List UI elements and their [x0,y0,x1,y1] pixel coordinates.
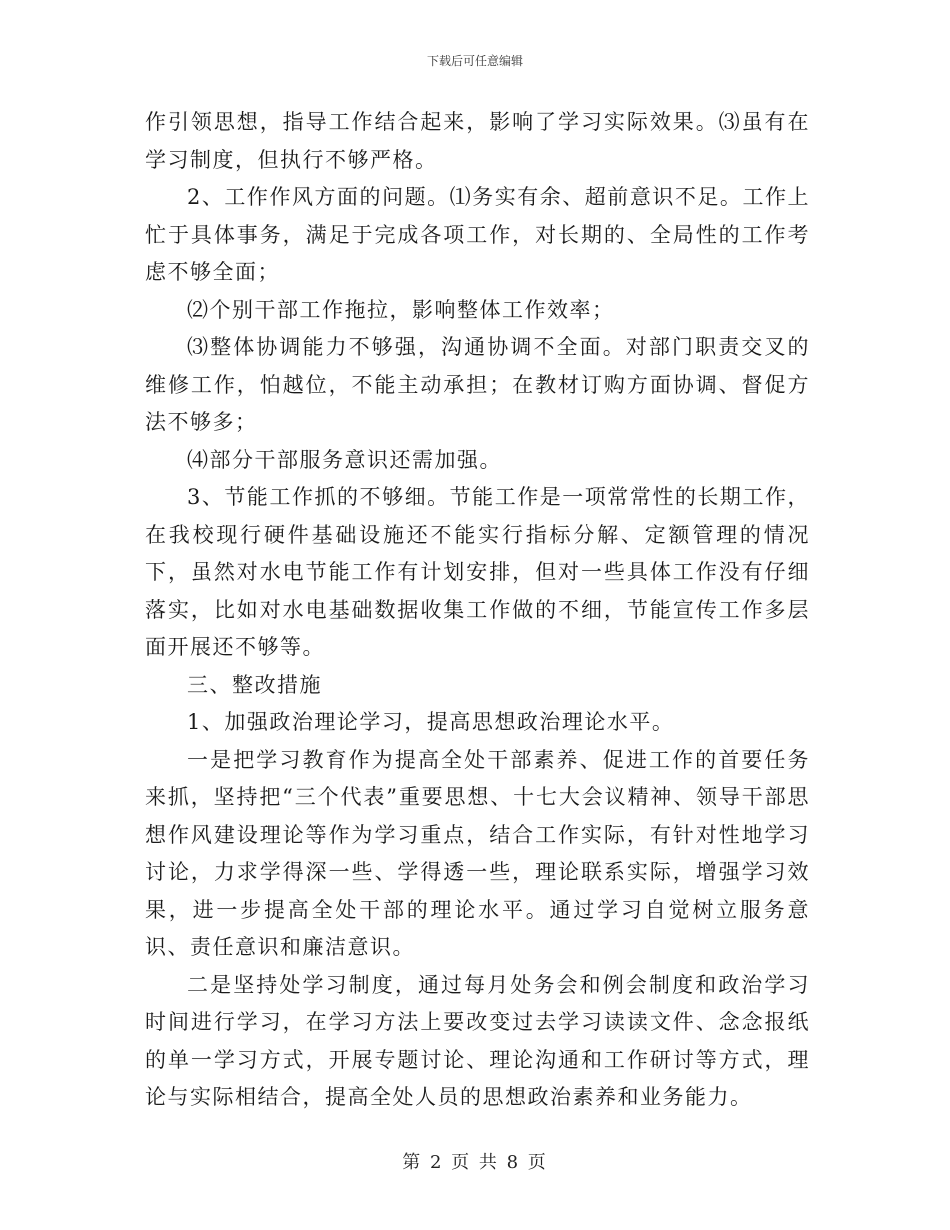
paragraph: ⑵个别干部工作拖拉，影响整体工作效率； [187,297,615,322]
paragraph: ⑶整体协调能力不够强，沟通协调不全面。对部门职责交叉的维修工作，怕越位，不能主动承担；在教材订购方面协调、督促方法不够多； [145,335,810,434]
paragraph: 一是把学习教育作为提高全处干部素养、促进工作的首要任务来抓，坚持把“三个代表”重要思想、十七大会议精神、领导干部思想作风建设理论等作为学习重点，结合工作实际，有针对性地学习讨论，力求学得深一些、学得透一些，理论联系实际，增强学习效果，进一步提高全处干部的理论水平。通过学习自觉树立服务意识、责任意识和廉洁意识。 [145,747,810,959]
paragraph: 二是坚持处学习制度，通过每月处务会和例会制度和政治学习时间进行学习，在学习方法上要改变过去学习读读文件、念念报纸的单一学习方式，开展专题讨论、理论沟通和工作研讨等方式，理论与实际相结合，提高全处人员的思想政治素养和业务能力。 [145,972,810,1109]
page-header: 下载后可任意编辑 [426,54,523,68]
paragraph: 3、节能工作抓的不够细。节能工作是一项常常性的长期工作，在我校现行硬件基础设施还不能实行指标分解、定额管理的情况下，虽然对水电节能工作有计划安排，但对一些具体工作没有仔细落实，比如对水电基础数据收集工作做的不细，节能宣传工作多层面开展还不够等。 [145,485,810,659]
paragraph: 2、工作作风方面的问题。⑴务实有余、超前意识不足。工作上忙于具体事务，满足于完成各项工作，对长期的、全局性的工作考虑不够全面； [145,185,810,284]
document-body [145,104,810,1117]
section-heading: 三、整改措施 [187,672,322,697]
subsection-heading: 1、加强政治理论学习，提高思想政治理论水平。 [187,710,675,734]
paragraph: 作引领思想，指导工作结合起来，影响了学习实际效果。⑶虽有在学习制度，但执行不够严格。 [145,110,810,172]
paragraph: ⑷部分干部服务意识还需加强。 [187,447,502,472]
page-number: 第 2 页 共 8 页 [402,1152,548,1173]
